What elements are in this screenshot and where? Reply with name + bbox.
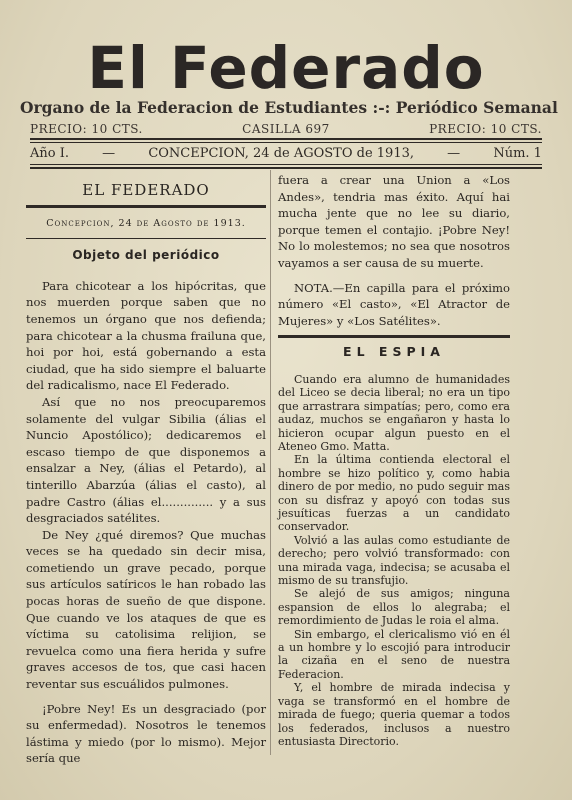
dash-left: — [102, 146, 116, 161]
article-dateline: Concepcion, 24 de Agosto de 1913. [46, 217, 246, 229]
masthead-title: El Federado [87, 34, 485, 102]
left-column [26, 172, 266, 767]
masthead-subtitle: Organo de la Federacion de Estudiantes :-: Periódico Semanal [20, 98, 558, 117]
dateline-bar [30, 146, 542, 161]
issue-number: Núm. 1 [493, 146, 542, 161]
paragraph: Y, el hombre de mirada indecisa y vaga se transformó en el hombre de mirada de fuego; queria quemar a todos los federados, inclusos a nuestro entusiasta Directorio. [278, 681, 510, 748]
masthead-rule-top-thin [30, 142, 542, 143]
section-rule [26, 205, 266, 208]
paragraph: Sin embargo, el clericalismo vió en él a un hombre y lo escojió para introducir la cizaña en el seno de nuestra Federacion. [278, 627, 510, 681]
price-row [30, 122, 542, 136]
dateline-rule-thin [30, 164, 542, 165]
note: NOTA.—En capilla para el próximo número «El casto», «El Atractor de Mujeres» y «Los Satélites». [278, 280, 510, 328]
postal-box: CASILLA 697 [242, 122, 330, 136]
price-right: PRECIO: 10 CTS. [429, 122, 542, 136]
section-title: EL FEDERADO [82, 181, 210, 199]
paragraph: Cuando era alumno de humanidades del Liceo se decia liberal; no era un tipo que arrastrara simpatías; pero, como era audaz, muchos se engañaron y hasta lo hicieron ocupar algun puesto en el Ateneo Gmo. Matta. [278, 372, 510, 453]
masthead-rule-top [30, 138, 542, 140]
espia-rule [278, 335, 510, 338]
paragraph: Volvió a las aulas como estudiante de derecho; pero volvió transformado: con una mirada vaga, indecisa; se acusaba el mismo de su transfujio. [278, 533, 510, 588]
issue-date: CONCEPCION, 24 de AGOSTO de 1913, [148, 146, 415, 161]
paragraph: Así que no nos preocuparemos solamente del vulgar Sibilia (álias el Nuncio Apostólico); dedicaremos el escaso tiempo de que disponemos a ensalzar a Ney, (álias el Petardo), al tinterillo Abarzúa (álias el casto), al padre Castro (álias el.............. y a sus desgraciados satélites. [26, 394, 266, 526]
paragraph: En la última contienda electoral el hombre se hizo político y, como habia dinero de por medio, no pudo seguir mas con su disfraz y apoyó con todas sus jesuíticas fuerzas a un candidato conservador. [278, 453, 510, 534]
right-column [278, 172, 510, 748]
paragraph: De Ney ¿qué diremos? Que muchas veces se ha quedado sin decir misa, cometiendo un grave pecado, porque sus artículos satíricos le han robado las pocas horas de sueño de que dispone. Que cuando ve los ataques de que es víctima su catolisima relijion, se revuelca como una fiera herida y sufre graves accesos de tos, que casi hacen reventar sus escuálidos pulmones. [26, 527, 266, 692]
paragraph: ¡Pobre Ney! Es un desgraciado (por su enfermedad). Nosotros le tenemos lástima y miedo (por lo mismo). Mejor sería que [26, 701, 266, 766]
price-left: PRECIO: 10 CTS. [30, 122, 143, 136]
article-title-espia: EL ESPIA [343, 344, 445, 360]
paragraph-continuation: fuera a crear una Union a «Los Andes», tendria mas éxito. Aquí hai mucha jente que no lee su diario, porque temen el contajio. ¡Pobre Ney! No lo molestemos; no sea que nosotros vayamos a ser causa de su muerte. [278, 173, 510, 270]
paragraph: Se alejó de sus amigos; ninguna espansion de ellos lo alegraba; el remordimiento de Judas le roia el alma. [278, 587, 510, 628]
dateline-rule-thick [30, 167, 542, 169]
paragraph: Para chicotear a los hipócritas, que nos muerden porque saben que no tenemos un órgano que nos defienda; para chicotear a la chusma frailuna que, hoi por hoi, está gobernando a esta ciudad, que ha sido siempre el baluarte del radicalismo, nace El Federado. [26, 278, 266, 393]
dash-right: — [447, 146, 461, 161]
dateline-rule [26, 238, 266, 239]
column-divider [270, 170, 271, 755]
year-label: Año I. [30, 146, 69, 161]
article-title: Objeto del periódico [72, 248, 220, 263]
